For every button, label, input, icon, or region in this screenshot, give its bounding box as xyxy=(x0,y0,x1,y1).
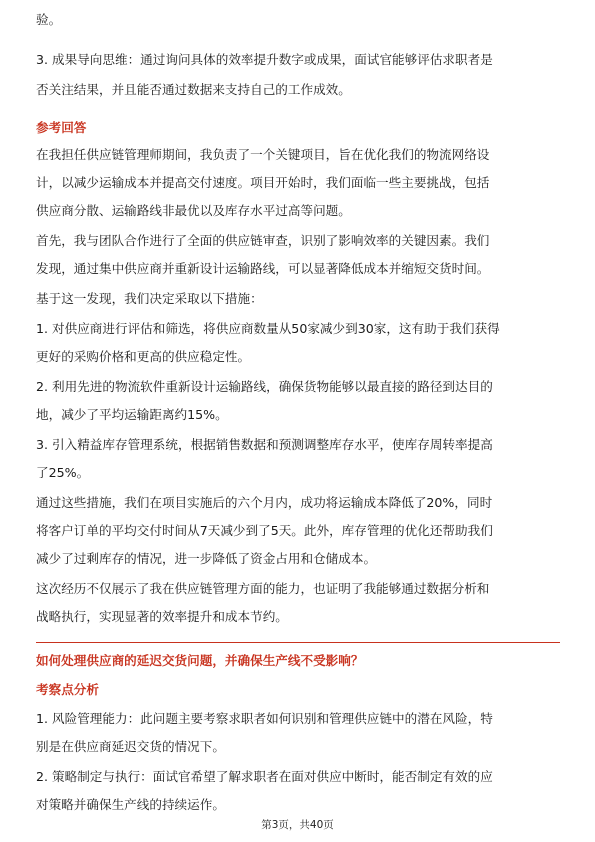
answer-line: 1. 对供应商进行评估和筛选，将供应商数量从50家减少到30家，这有助于我们获得 xyxy=(36,321,500,336)
analysis-line: 1. 风险管理能力：此问题主要考察求职者如何识别和管理供应链中的潜在风险，特 xyxy=(36,711,493,726)
answer-line: 计，以减少运输成本并提高交付速度。项目开始时，我们面临一些主要挑战，包括 xyxy=(36,175,490,190)
answer-line: 战略执行，实现显著的效率提升和成本节约。 xyxy=(36,609,288,624)
answer-line: 基于这一发现，我们决定采取以下措施： xyxy=(36,291,263,306)
answer-line: 发现，通过集中供应商并重新设计运输路线，可以显著降低成本并缩短交货时间。 xyxy=(36,261,490,276)
page-footer: 第3页，共40页 xyxy=(261,819,334,831)
answer-line: 更好的采购价格和更高的供应稳定性。 xyxy=(36,349,251,364)
section-divider xyxy=(36,642,560,643)
answer-line: 3. 引入精益库存管理系统，根据销售数据和预测调整库存水平，使库存周转率提高 xyxy=(36,437,493,452)
answer-line: 通过这些措施，我们在项目实施后的六个月内，成功将运输成本降低了20%，同时 xyxy=(36,495,493,510)
answer-line: 了25%。 xyxy=(36,465,90,480)
analysis-line: 别是在供应商延迟交货的情况下。 xyxy=(36,739,225,754)
answer-line: 在我担任供应链管理师期间，我负责了一个关键项目，旨在优化我们的物流网络设 xyxy=(36,147,490,162)
answer-line: 供应商分散、运输路线非最优以及库存水平过高等问题。 xyxy=(36,203,351,218)
reference-answer-heading: 参考回答 xyxy=(36,120,87,135)
point3-line2: 否关注结果，并且能否通过数据来支持自己的工作成效。 xyxy=(36,82,351,97)
answer-line: 地，减少了平均运输距离约15%。 xyxy=(36,407,228,422)
answer-line: 2. 利用先进的物流软件重新设计运输路线，确保货物能够以最直接的路径到达目的 xyxy=(36,379,493,394)
point3-line1: 3. 成果导向思维：通过询问具体的效率提升数字或成果，面试官能够评估求职者是 xyxy=(36,52,493,67)
analysis-line: 2. 策略制定与执行：面试官希望了解求职者在面对供应中断时，能否制定有效的应 xyxy=(36,769,493,784)
answer-line: 减少了过剩库存的情况，进一步降低了资金占用和仓储成本。 xyxy=(36,551,377,566)
continuation-text: 验。 xyxy=(36,12,62,27)
answer-line: 首先，我与团队合作进行了全面的供应链审查，识别了影响效率的关键因素。我们 xyxy=(36,233,490,248)
question-title: 如何处理供应商的延迟交货问题，并确保生产线不受影响？ xyxy=(36,653,364,668)
analysis-heading: 考察点分析 xyxy=(36,682,99,697)
analysis-line: 对策略并确保生产线的持续运作。 xyxy=(36,797,225,812)
answer-line: 将客户订单的平均交付时间从7天减少到了5天。此外，库存管理的优化还帮助我们 xyxy=(36,523,493,538)
answer-line: 这次经历不仅展示了我在供应链管理方面的能力，也证明了我能够通过数据分析和 xyxy=(36,581,490,596)
